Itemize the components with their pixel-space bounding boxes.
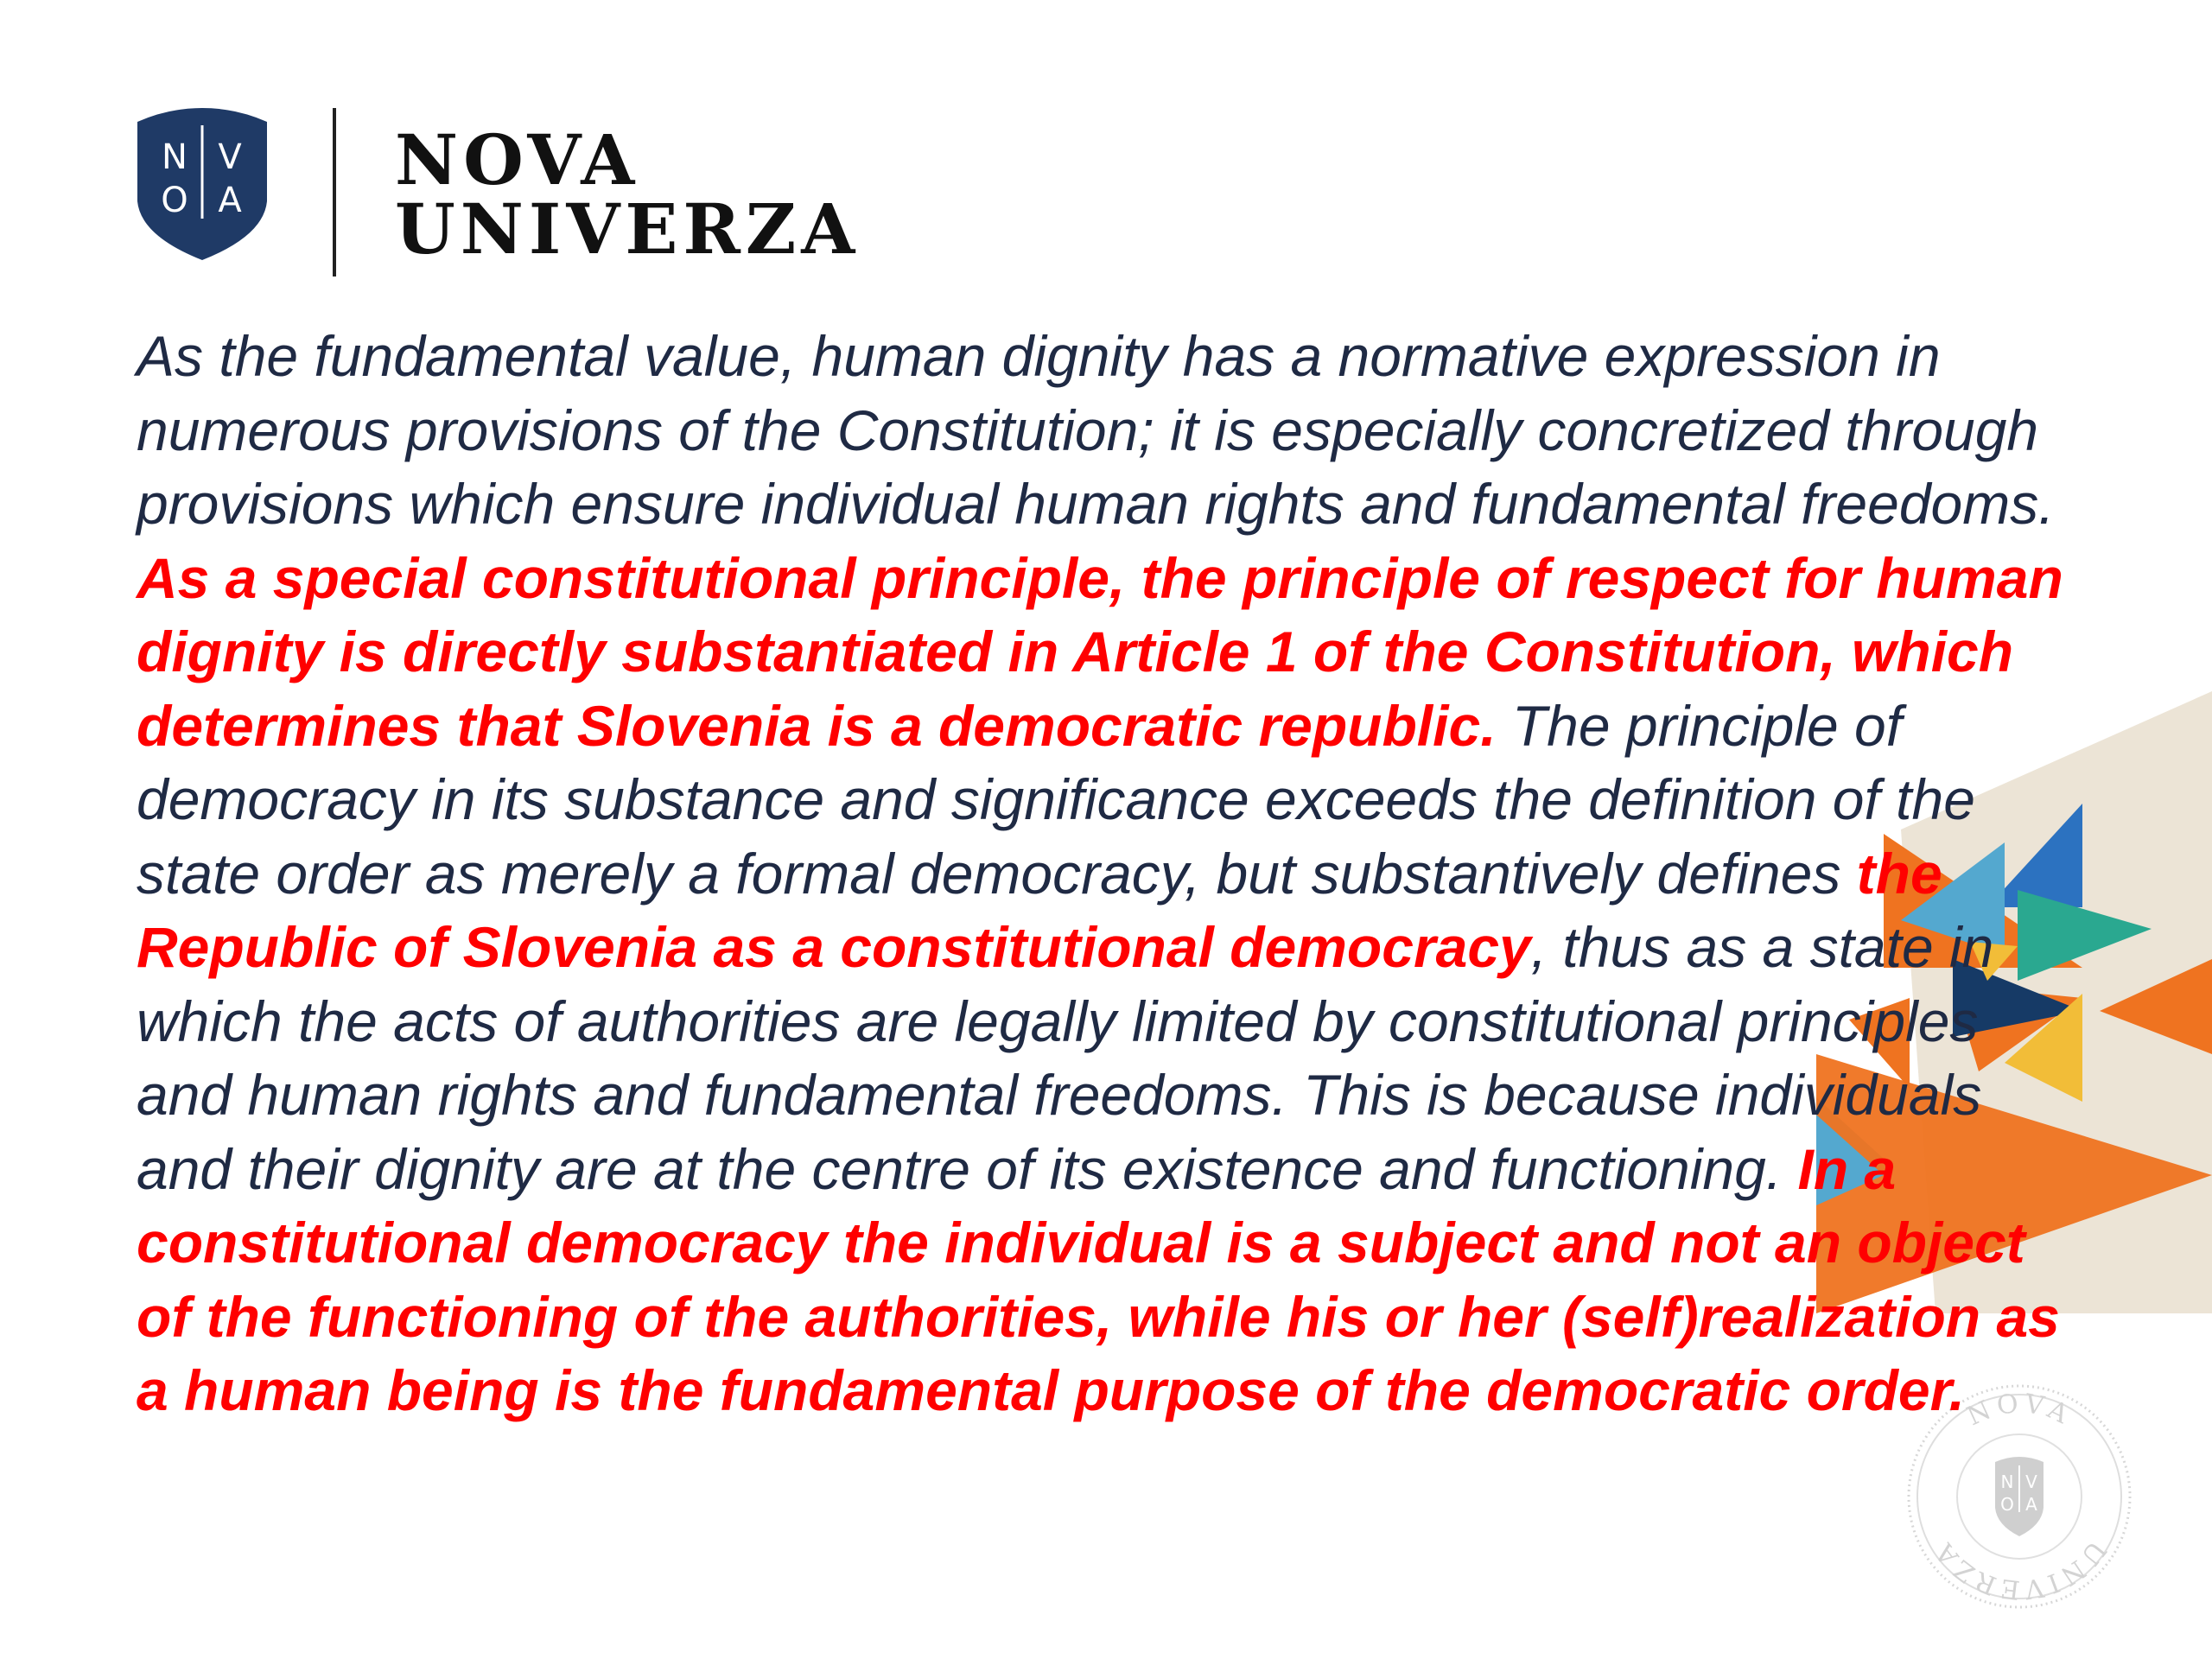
shield-letter: N [162,137,188,177]
text-segment: The principle of democracy in its substance and significance exceeds the definition of the state order as merely a formal democracy, but substantively defines [137,693,1975,906]
logo-wordmark-line-2: UNIVERZA [395,188,861,270]
highlighted-text-segment: In a constitutional democracy the individual is a subject and not an object of the functioning of the authorities, while his or her (self)realization as a human being is the fundamental purpose of the democratic order. [137,1136,2060,1422]
text-segment: , thus as a state in which the acts of authorities are legally limited by constitutional principles and human rights and fundamental freedoms. This is because individuals and their dignity are at the centre of its existence and functioning. [137,915,1994,1201]
seal-shield-letter: N [2000,1471,2014,1492]
seal-shield-letter: V [2025,1471,2037,1492]
seal-shield-letter: O [2000,1494,2014,1515]
shield-letter: V [218,137,242,177]
seal-text-top: NOVA [1962,1388,2078,1433]
text-segment: As the fundamental value, human dignity has a normative expression in numerous provisions of the Constitution; it is especially concretized through provisions which ensure individual human rights and fundamental freedoms. [137,324,2055,536]
shield-letter: A [218,181,242,220]
university-shield-logo [134,106,270,262]
shield-letter: O [161,181,188,220]
logo-divider [333,108,336,276]
logo-wordmark-line-1: NOVA [395,119,640,200]
highlighted-text-segment: the Republic of Slovenia as a constitutional democracy [137,841,1942,979]
highlighted-text-segment: As a special constitutional principle, the principle of respect for human dignity is directly substantiated in Article 1 of the Constitution, which determines that Slovenia is a democratic republic. [137,545,2063,758]
body-paragraph [137,320,2063,1428]
seal-shield-letter: A [2025,1494,2037,1515]
seal-text-bottom: UNIVERZA [1927,1535,2113,1605]
